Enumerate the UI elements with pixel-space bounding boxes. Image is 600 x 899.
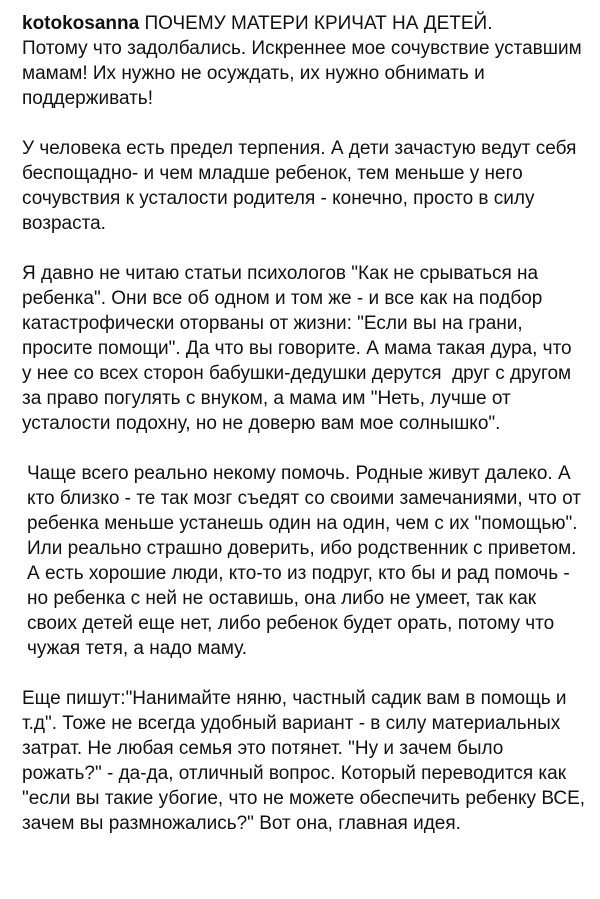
post-title: ПОЧЕМУ МАТЕРИ КРИЧАТ НА ДЕТЕЙ. xyxy=(139,13,493,34)
post-paragraph-4: Чаще всего реально некому помочь. Родные живут далеко. А кто близко - те так мозг съедят со своими замечаниями, что от ребенка меньше устанешь один на один, чем с их "помощью". Или реально страшно доверить, ибо родственник с приветом. А есть хорошие люди, кто-то из подруг, кто бы и рад помочь - но ребенка с ней не оставишь, она либо не умеет, так как своих детей еще нет, либо ребенок будет орать, потому что чужая тетя, а надо маму. xyxy=(27,463,587,659)
username-link[interactable]: kotokosanna xyxy=(22,13,140,34)
post-paragraph-1: Потому что задолбались. Искреннее мое сочувствие уставшим мамам! Их нужно не осуждать, их нужно обнимать и поддерживать! xyxy=(22,38,587,109)
post-paragraph-5: Еще пишут:"Нанимайте няню, частный садик вам в помощь и т.д". Тоже не всегда удобный вариант - в силу материальных затрат. Не любая семья это потянет. "Ну и зачем было рожать?" - да-да, отличный вопрос. Который переводится как "если вы такие убогие, что не можете обеспечить ребенку ВСЕ, зачем вы размножались?" Вот она, главная идея. xyxy=(22,688,591,834)
post-paragraph-3: Я давно не читаю статьи психологов "Как не срываться на ребенка". Они все об одном и том же - и все как на подбор катастрофически оторваны от жизни: "Если вы на грани, просите помощи". Да что вы говорите. А мама такая дура, что у нее со всех сторон бабушки-дедушки дерутся друг с другом за право погулять с внуком, а мама им "Неть, лучше от усталости подохну, но не доверю вам мое солнышко". xyxy=(22,263,577,434)
post-paragraph-2: У человека есть предел терпения. А дети зачастую ведут себя беспощадно- и чем младше ребенок, тем меньше у него сочувствия к усталости родителя - конечно, просто в силу возраста. xyxy=(22,138,582,234)
post-caption xyxy=(22,11,591,861)
post-first-paragraph xyxy=(22,11,586,111)
